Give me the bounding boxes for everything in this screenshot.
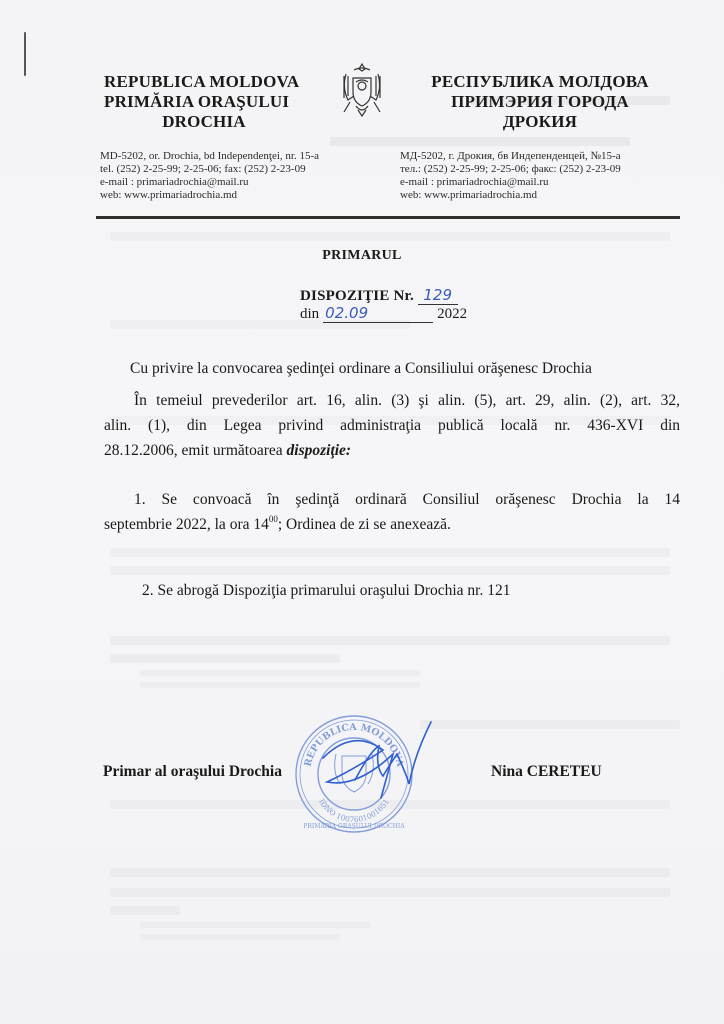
article-1-line: 1. Se convoacă în şedinţă ordinară Consiliul orăşenesc Drochia la 14 bbox=[134, 491, 680, 508]
bleed-through bbox=[110, 232, 670, 241]
signatory-name: Nina CERETEU bbox=[491, 763, 602, 780]
web-text: web: www.primariadrochia.md bbox=[400, 189, 538, 201]
date-handwritten: 02.09 bbox=[323, 304, 433, 323]
email-text: e-mail : primariadrochia@mail.ru bbox=[100, 176, 249, 188]
bleed-through bbox=[110, 654, 340, 663]
article-1-line bbox=[104, 512, 680, 537]
bleed-through bbox=[140, 682, 420, 688]
preamble-line bbox=[104, 438, 680, 463]
address-text: MD-5202, or. Drochia, bd Independenţei, nr. 15-a bbox=[100, 150, 320, 162]
coat-of-arms-icon bbox=[336, 60, 388, 120]
address-text: МД-5202, г. Дрокия, бв Индепенденцей, №15-а bbox=[400, 150, 621, 162]
bleed-through bbox=[420, 720, 680, 729]
bleed-through bbox=[140, 922, 370, 928]
contact-block-russian bbox=[400, 150, 621, 202]
preamble-paragraph bbox=[104, 388, 680, 463]
disposition-date-line bbox=[300, 304, 467, 323]
header-title-line: РЕСПУБЛИКА МОЛДОВА bbox=[431, 72, 649, 91]
date-year: 2022 bbox=[437, 306, 468, 322]
bleed-through bbox=[140, 934, 340, 940]
stamp-top-text: REPUBLICA MOLDOVA bbox=[302, 721, 406, 768]
bleed-through bbox=[110, 566, 670, 575]
issuer-heading: PRIMARUL bbox=[322, 248, 402, 263]
handwritten-signature bbox=[315, 718, 435, 810]
header-romanian bbox=[104, 72, 304, 132]
preamble-line: În temeiul prevederilor art. 16, alin. (3) şi alin. (5), art. 29, alin. (2), art. 32, bbox=[134, 392, 680, 409]
phone-text: tel. (252) 2-25-99; 2-25-06; fax: (252) 2-23-09 bbox=[100, 163, 306, 175]
signatory-position: Primar al oraşului Drochia bbox=[103, 763, 282, 780]
header-title-line: PRIMĂRIA ORAŞULUI bbox=[104, 92, 290, 111]
stamp-idno-text: IDNO 1007601001651 bbox=[316, 797, 392, 825]
bleed-through bbox=[110, 868, 670, 877]
article-1-text: ; Ordinea de zi se anexează. bbox=[277, 516, 451, 533]
email-text: e-mail : primariadrochia@mail.ru bbox=[400, 176, 549, 188]
stamp-bottom-text: PRIMĂRIA ORAŞULUI DROCHIA bbox=[303, 823, 405, 830]
header-russian bbox=[410, 72, 670, 132]
disposition-number: 129 bbox=[418, 286, 458, 305]
disposition-number-line bbox=[300, 286, 458, 305]
bleed-through bbox=[110, 636, 670, 645]
bleed-through bbox=[140, 670, 420, 676]
disposition-label: DISPOZIŢIE Nr. bbox=[300, 288, 414, 304]
article-1-text: septembrie 2022, la ora 14 bbox=[104, 516, 269, 533]
bleed-through bbox=[110, 906, 180, 915]
header-title-line: ДРОКИЯ bbox=[502, 112, 578, 131]
header-title-line: REPUBLICA MOLDOVA bbox=[104, 72, 300, 91]
preamble-emphasis: dispoziţie: bbox=[286, 442, 352, 459]
staple-mark bbox=[24, 32, 26, 76]
contact-block-romanian bbox=[100, 150, 319, 202]
subject-line: Cu privire la convocarea şedinţei ordinare a Consiliului orăşenesc Drochia bbox=[130, 360, 592, 377]
time-superscript: 00 bbox=[268, 514, 278, 524]
date-prefix: din bbox=[300, 306, 320, 322]
preamble-line: alin. (1), din Legea privind administraţia publică locală nr. 436-XVI din bbox=[104, 417, 680, 434]
web-text: web: www.primariadrochia.md bbox=[100, 189, 238, 201]
preamble-tail: 28.12.2006, emit următoarea bbox=[104, 442, 287, 459]
bleed-through bbox=[110, 888, 670, 897]
header-title-line: DROCHIA bbox=[162, 112, 246, 131]
article-2: 2. Se abrogă Dispoziţia primarului oraşului Drochia nr. 121 bbox=[142, 582, 511, 599]
bleed-through bbox=[110, 548, 670, 557]
header-divider bbox=[96, 216, 680, 219]
bleed-through bbox=[330, 137, 630, 146]
header-title-line: ПРИМЭРИЯ ГОРОДА bbox=[451, 92, 629, 111]
phone-text: тел.: (252) 2-25-99; 2-25-06; факс: (252) 2-23-09 bbox=[400, 163, 621, 175]
article-1 bbox=[104, 487, 680, 537]
